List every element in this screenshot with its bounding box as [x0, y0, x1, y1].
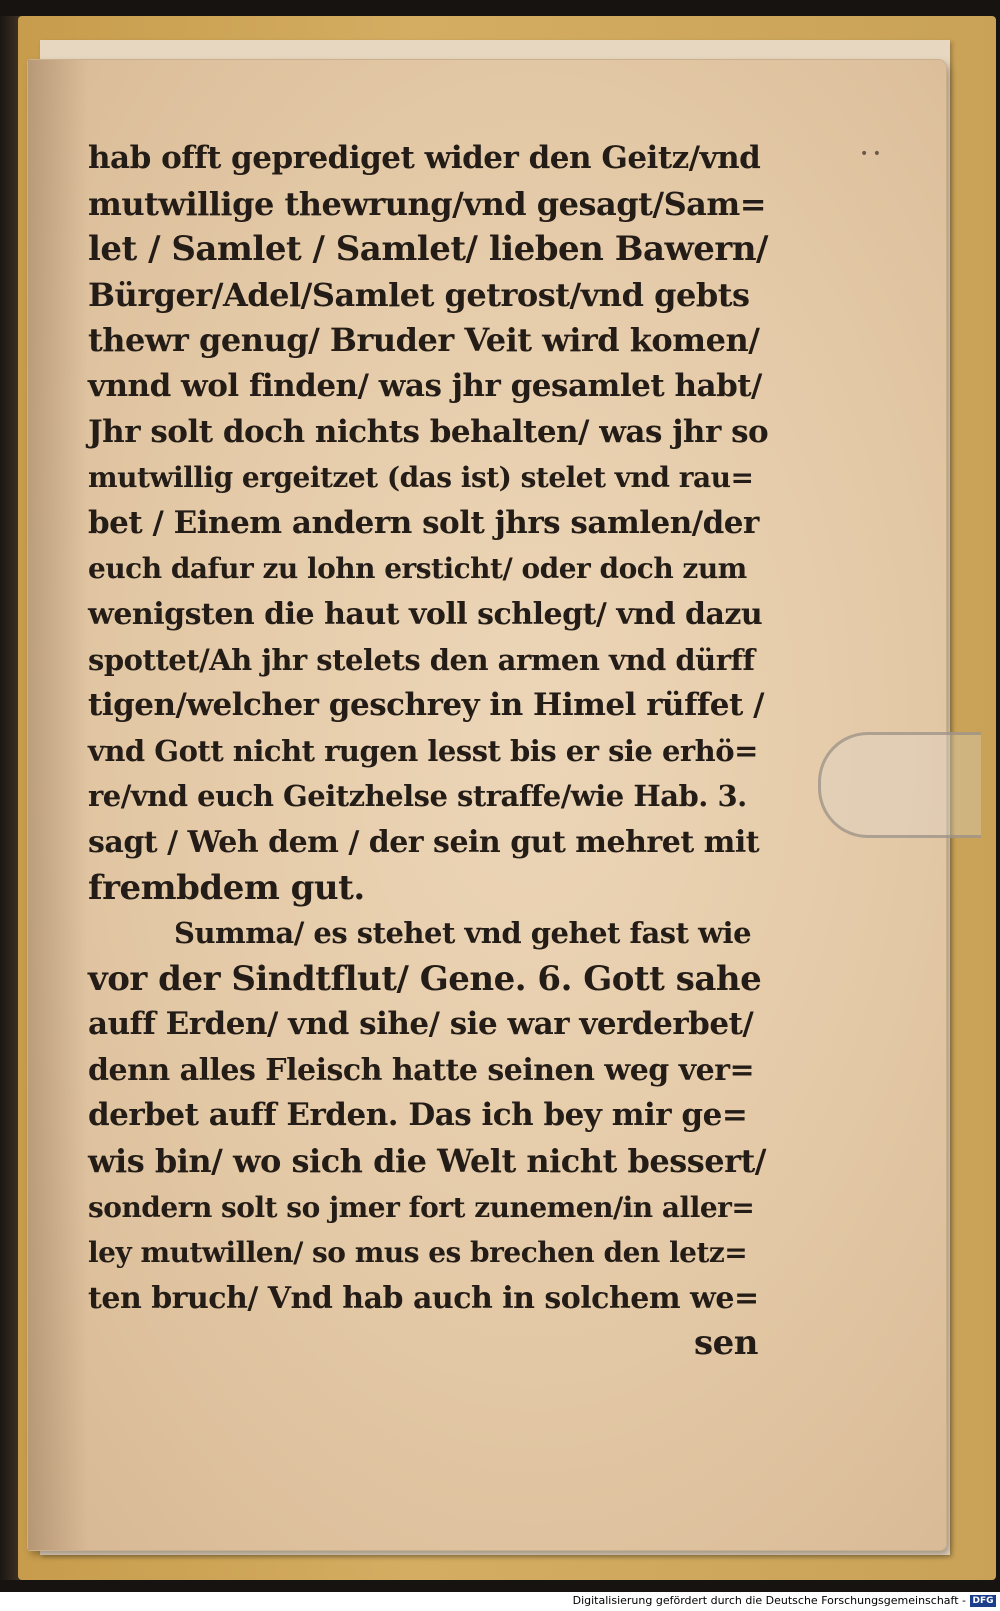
- paper-clip: [818, 732, 981, 838]
- text-line: vor der Sindtflut/ Gene. 6. Gott sahe: [88, 958, 762, 999]
- footer-bar: [0, 1592, 1000, 1611]
- text-line: spottet/Ah jhr stelets den armen vnd dürff: [88, 642, 755, 677]
- text-line: let / Samlet / Samlet/ lieben Bawern/: [88, 229, 768, 270]
- text-line: ten bruch/ Vnd hab auch in solchem we=: [88, 1280, 759, 1316]
- text-line: re/vnd euch Geitzhelse straffe/wie Hab. 3.: [88, 779, 747, 814]
- text-line: frembdem gut.: [88, 867, 365, 908]
- text-line: tigen/welcher geschrey in Himel rüffet /: [88, 687, 764, 724]
- text-line: mutwillig ergeitzet (das ist) stelet vnd rau=: [88, 461, 754, 495]
- text-line: thewr genug/ Bruder Veit wird komen/: [88, 321, 760, 360]
- text-line: mutwillige thewrung/vnd gesagt/Sam=: [88, 184, 767, 223]
- text-line: wenigsten die haut voll schlegt/ vnd dazu: [88, 596, 763, 632]
- text-line: vnd Gott nicht rugen lesst bis er sie erhö=: [88, 733, 758, 768]
- paragraph-start-line: Summa/ es stehet vnd gehet fast wie: [174, 916, 752, 951]
- dfg-logo: DFG: [970, 1595, 996, 1607]
- funding-credit: Digitalisierung gefördert durch die Deutsche Forschungsgemeinschaft -: [572, 1594, 966, 1607]
- text-line: wis bin/ wo sich die Welt nicht bessert/: [88, 1142, 766, 1181]
- text-line: ley mutwillen/ so mus es brechen den letz=: [88, 1236, 748, 1270]
- text-line: bet / Einem andern solt jhrs samlen/der: [88, 504, 759, 541]
- text-line: auff Erden/ vnd sihe/ sie war verderbet/: [88, 1006, 754, 1043]
- text-line: euch dafur zu lohn ersticht/ oder doch zum: [88, 552, 747, 586]
- catchword: sen: [694, 1323, 758, 1364]
- text-line: vnnd wol finden/ was jhr gesamlet habt/: [88, 367, 762, 404]
- text-line: Bürger/Adel/Samlet getrost/vnd gebts: [88, 275, 750, 314]
- text-line: Jhr solt doch nichts behalten/ was jhr so: [88, 413, 769, 450]
- text-line: denn alles Fleisch hatte seinen weg ver=: [88, 1052, 755, 1088]
- text-line: sondern solt so jmer fort zunemen/in aller=: [88, 1190, 755, 1224]
- page-text: [88, 136, 768, 1367]
- corner-marks: • •: [860, 146, 881, 162]
- text-line: hab offt geprediget wider den Geitz/vnd: [88, 140, 761, 176]
- text-line: sagt / Weh dem / der sein gut mehret mit: [88, 824, 760, 860]
- text-line: derbet auff Erden. Das ich bey mir ge=: [88, 1097, 748, 1134]
